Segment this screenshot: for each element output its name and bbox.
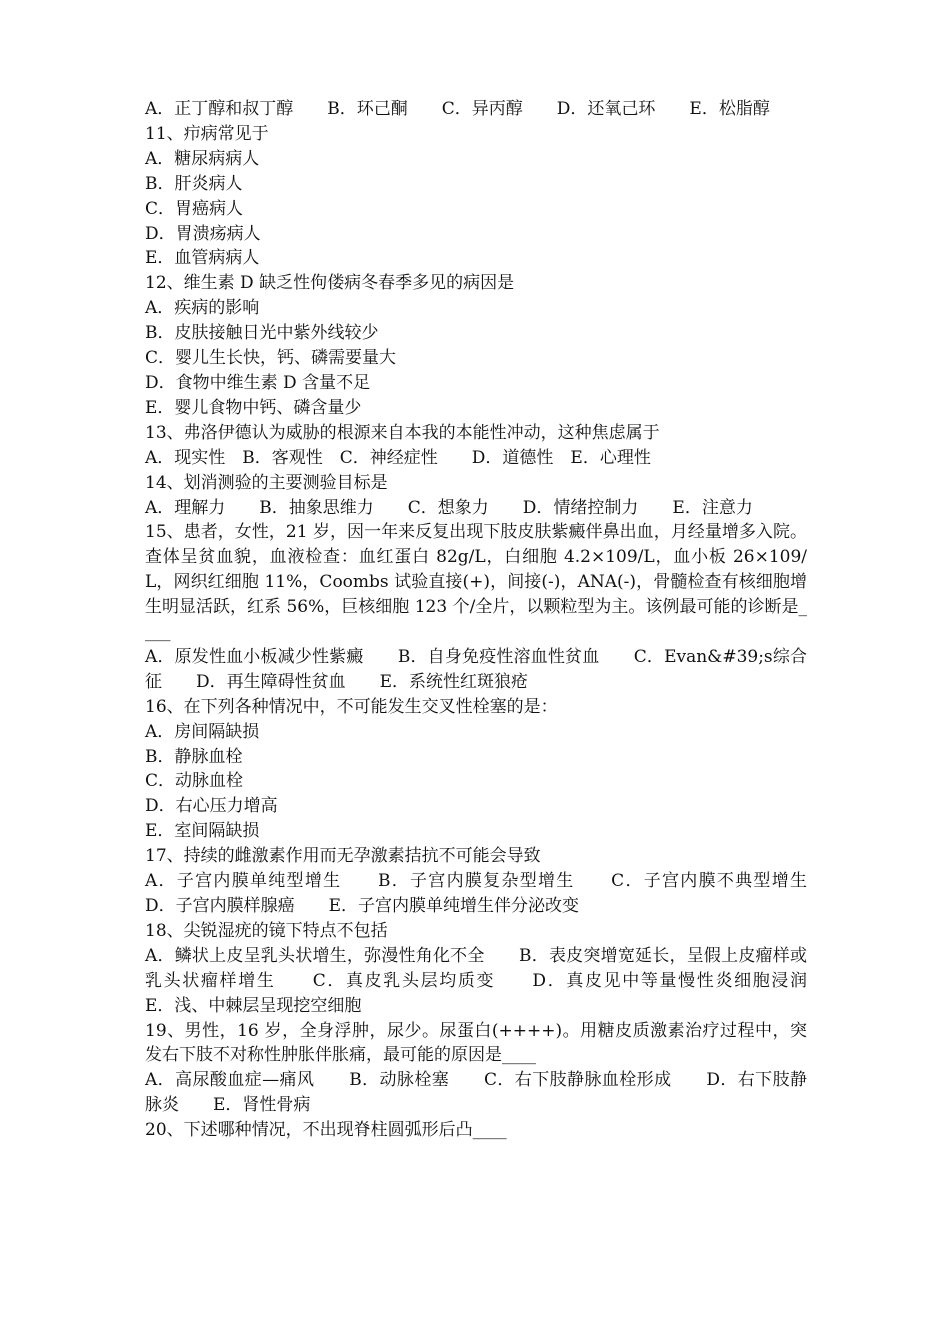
q16-option-a: A．房间隔缺损: [145, 721, 260, 742]
q14-question: 14、划消测验的主要测验目标是: [145, 472, 388, 493]
q19-options: A．高尿酸血症—痛风 B．动脉栓塞 C．右下肢静脉血栓形成 D．右下肢静脉炎 E．肾性骨病: [145, 1070, 807, 1116]
q12-option-d: D．食物中维生素 D 含量不足: [145, 372, 371, 393]
q12-question: 12、维生素 D 缺乏性佝偻病冬春季多见的病因是: [145, 273, 515, 294]
q19-question: 19、男性，16 岁，全身浮肿，尿少。尿蛋白(++++)。用糖皮质激素治疗过程中，突发右下肢不对称性肿胀伴胀痛，最可能的原因是____: [145, 1020, 807, 1066]
q15-options: A．原发性血小板减少性紫癜 B．自身免疫性溶血性贫血 C．Evan&#39;s综合征 D．再生障碍性贫血 E．系统性红斑狼疮: [145, 646, 807, 692]
document-page: [145, 97, 841, 1143]
q20-question: 20、下述哪种情况，不出现脊柱圆弧形后凸____: [145, 1120, 507, 1141]
q11-option-a: A．糖尿病病人: [145, 148, 260, 169]
q12-option-a: A．疾病的影响: [145, 298, 260, 319]
q11-option-b: B．肝炎病人: [145, 173, 243, 194]
q16-question: 16、在下列各种情况中，不可能发生交叉性栓塞的是：: [145, 696, 558, 717]
q16-option-e: E．室间隔缺损: [145, 821, 260, 842]
q17-options: A．子宫内膜单纯型增生 B．子宫内膜复杂型增生 C．子宫内膜不典型增生 D．子宫内膜样腺癌 E．子宫内膜单纯增生伴分泌改变: [145, 871, 841, 916]
q15-question: 15、患者，女性，21 岁，因一年来反复出现下肢皮肤紫癜伴鼻出血，月经量增多入院。查体呈贫血貌，血液检查：血红蛋白 82g/L，白细胞 4.2×109/L，血小板 26×109/L，网织红细胞 11%，Coombs 试验直接(+)，间接(-)，ANA(-)，骨髓检查有核细胞增生明显活跃，红系 56%，巨核细胞 123 个/全片，以颗粒型为主。该例最可能的诊断是____: [145, 522, 807, 643]
q11-option-e: E．血管病病人: [145, 248, 260, 269]
q18-question: 18、尖锐湿疣的镜下特点不包括: [145, 920, 388, 941]
q10-options: A．正丁醇和叔丁醇 B．环己酮 C．异丙醇 D．还氧己环 E．松脂醇: [145, 99, 770, 119]
q17-question: 17、持续的雌激素作用而无孕激素拮抗不可能会导致: [145, 846, 541, 867]
q16-option-b: B．静脉血栓: [145, 746, 243, 767]
q11-option-c: C．胃癌病人: [145, 198, 244, 219]
q14-options: A．理解力 B．抽象思维力 C．想象力 D．情绪控制力 E．注意力: [145, 497, 753, 518]
q11-option-d: D．胃溃疡病人: [145, 223, 261, 244]
q13-options: A．现实性 B．客观性 C．神经症性 D．道德性 E．心理性: [145, 447, 651, 468]
q11-question: 11、疖病常见于: [145, 123, 269, 144]
q16-option-c: C．动脉血栓: [145, 771, 244, 792]
q18-options: A．鳞状上皮呈乳头状增生，弥漫性角化不全 B．表皮突增宽延长，呈假上皮瘤样或乳头状瘤样增生 C．真皮乳头层均质变 D．真皮见中等量慢性炎细胞浸润 E．浅、中棘层呈现挖空细胞: [145, 945, 841, 1016]
q12-option-c: C．婴儿生长快，钙、磷需要量大: [145, 348, 397, 369]
q13-question: 13、弗洛伊德认为威胁的根源来自本我的本能性冲动，这种焦虑属于: [145, 422, 660, 443]
q12-option-b: B．皮肤接触日光中紫外线较少: [145, 323, 379, 344]
q12-option-e: E．婴儿食物中钙、磷含量少: [145, 397, 362, 418]
q16-option-d: D．右心压力增高: [145, 796, 278, 817]
